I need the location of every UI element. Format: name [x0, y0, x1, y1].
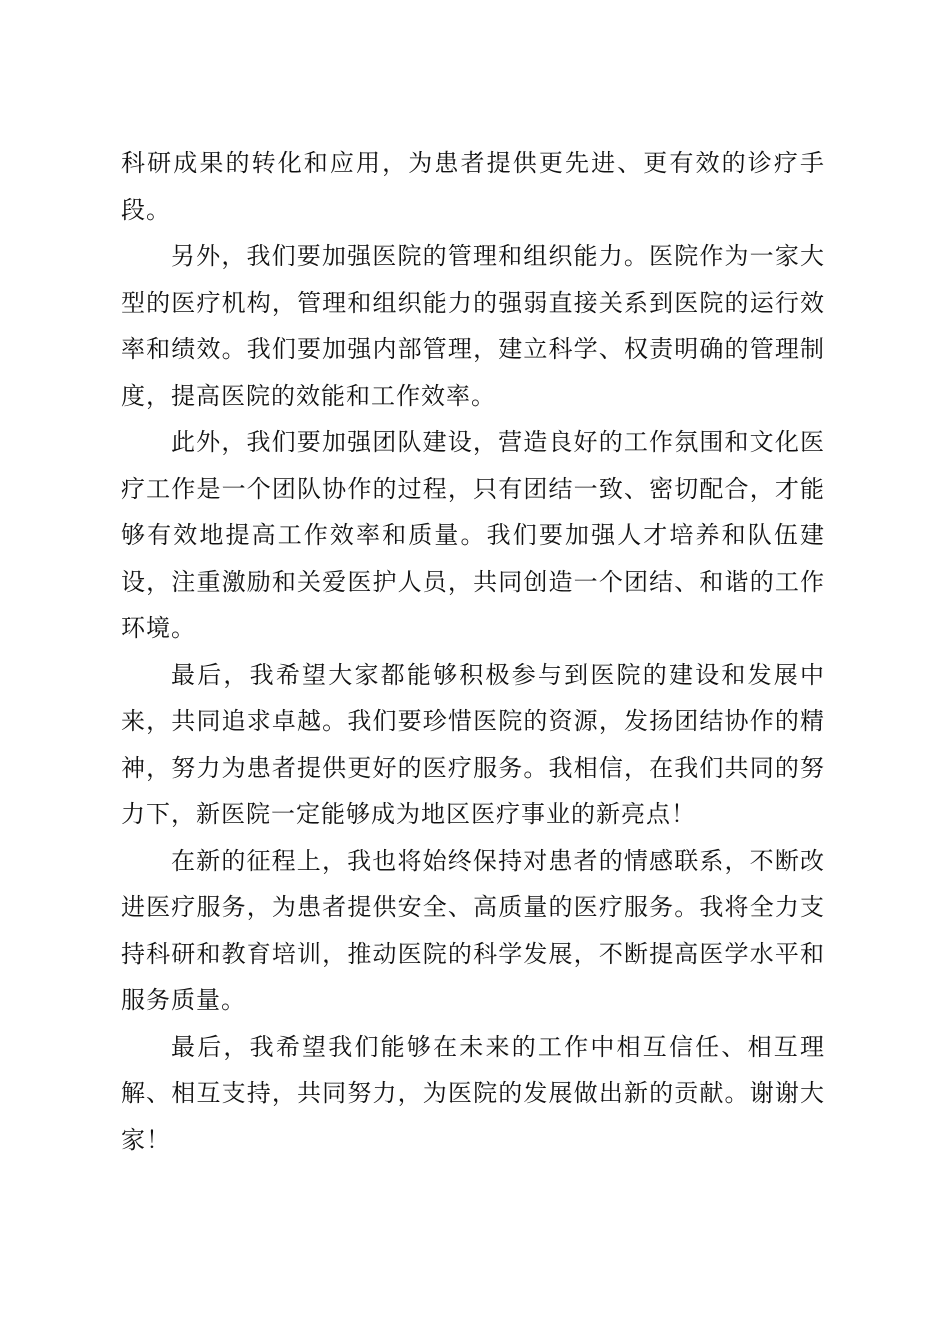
paragraph-closing: 最后，我希望我们能够在未来的工作中相互信任、相互理解、相互支持，共同努力，为医院的发展做出新的贡献。谢谢大家！ — [121, 1032, 825, 1154]
paragraph-new-journey: 在新的征程上，我也将始终保持对患者的情感联系，不断改进医疗服务，为患者提供安全、高质量的医疗服务。我将全力支持科研和教育培训，推动医院的科学发展，不断提高医学水平和服务质量。 — [121, 846, 825, 1014]
paragraph-continuation: 科研成果的转化和应用，为患者提供更先进、更有效的诊疗手段。 — [121, 149, 825, 224]
paragraph-participation: 最后，我希望大家都能够积极参与到医院的建设和发展中来，共同追求卓越。我们要珍惜医院的资源，发扬团结协作的精神，努力为患者提供更好的医疗服务。我相信，在我们共同的努力下，新医院一定能够成为地区医疗事业的新亮点！ — [121, 660, 825, 828]
paragraph-management: 另外，我们要加强医院的管理和组织能力。医院作为一家大型的医疗机构，管理和组织能力的强弱直接关系到医院的运行效率和绩效。我们要加强内部管理，建立科学、权责明确的管理制度，提高医院的效能和工作效率。 — [121, 242, 825, 410]
paragraph-teamwork: 此外，我们要加强团队建设，营造良好的工作氛围和文化医疗工作是一个团队协作的过程，只有团结一致、密切配合，才能够有效地提高工作效率和质量。我们要加强人才培养和队伍建设，注重激励和关爱医护人员，共同创造一个团结、和谐的工作环境。 — [121, 428, 825, 642]
document-body — [121, 140, 825, 1163]
